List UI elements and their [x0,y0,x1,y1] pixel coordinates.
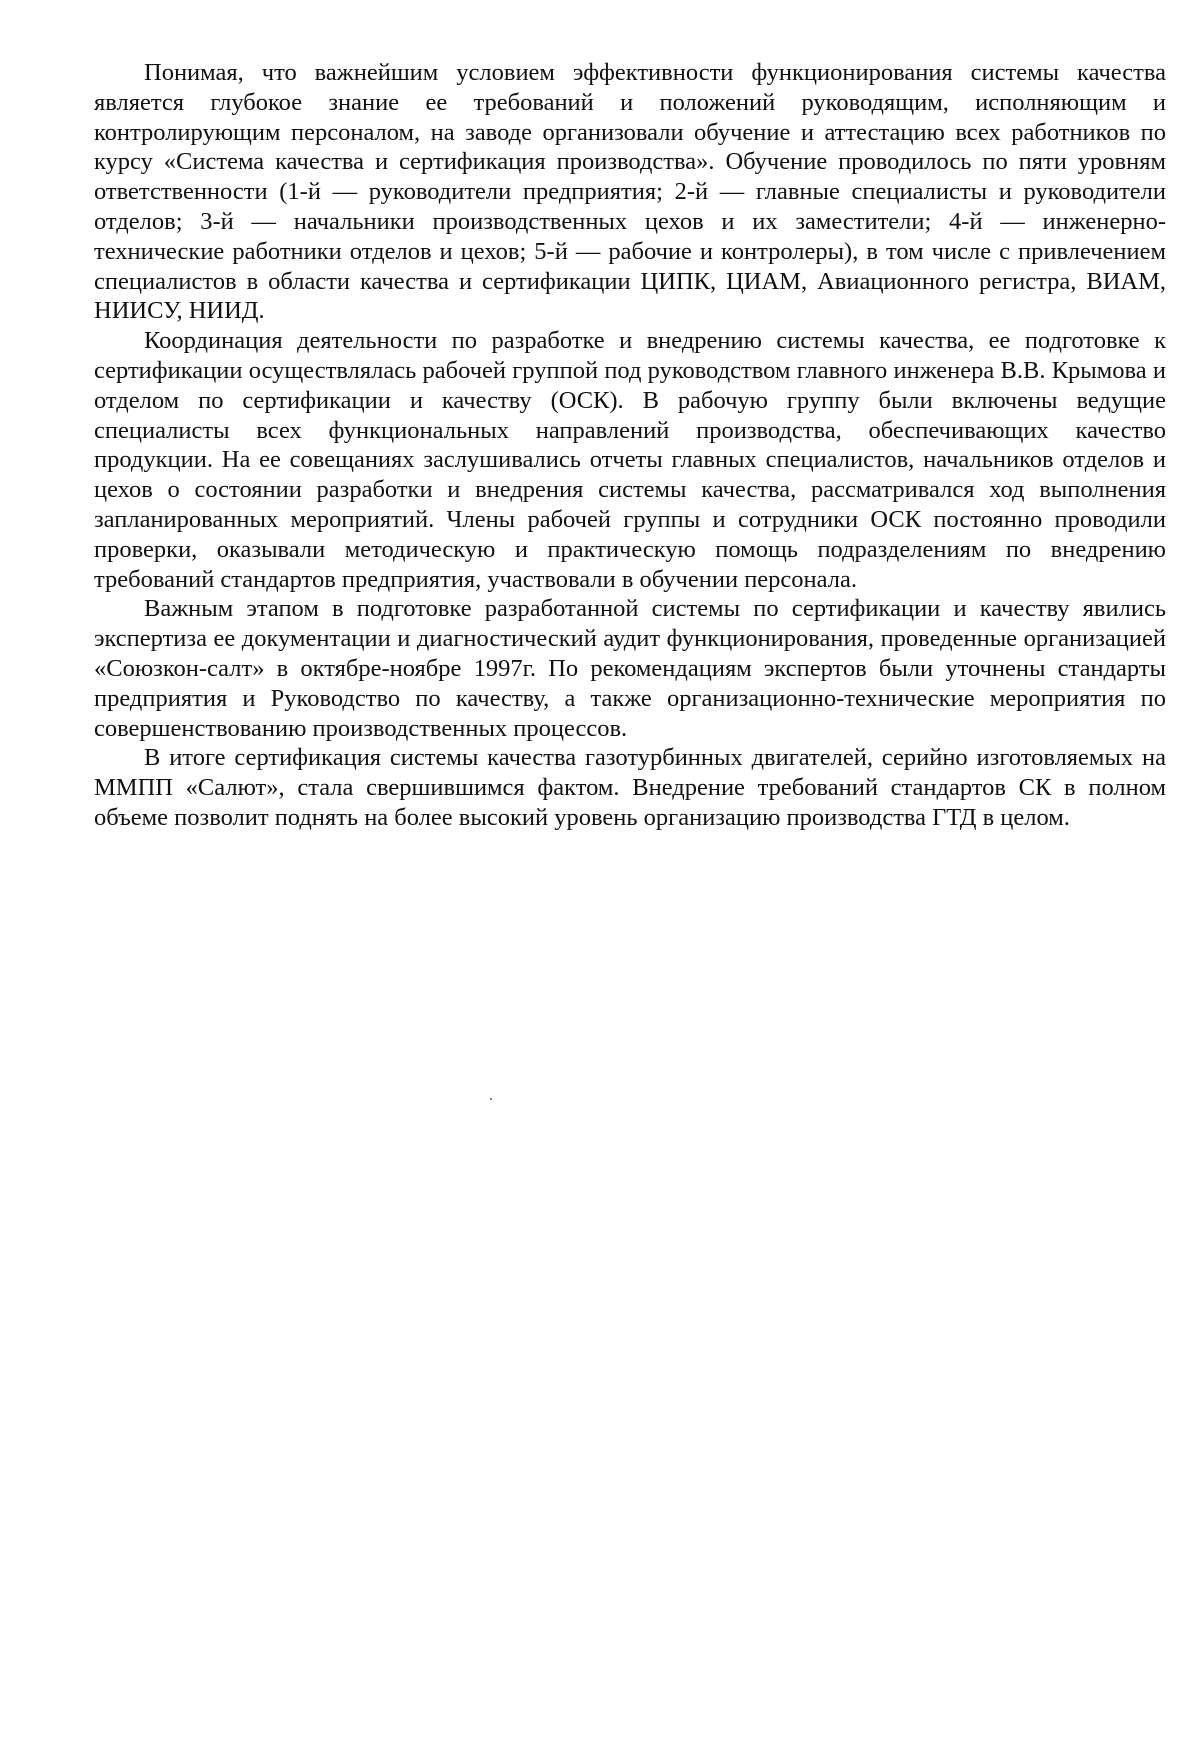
paragraph-expertise: Важным этапом в подготовке разработанной системы по сертификации и качеству явились экспертиза ее документации и диагностический аудит функционирования, проведенные организацией «Союзкон-салт» в октябре-ноябре 1997г. По рекомендациям экспертов были уточнены стандарты предприятия и Руководство по качеству, а также организационно-технические мероприятия по совершенствованию производственных процессов. [94,595,1166,742]
paragraph-coordination: Координация деятельности по разработке и внедрению системы качества, ее подготовке к сертификации осуществлялась рабочей группой под руководством главного инженера В.В. Крымова и отделом по сертификации и качеству (ОСК). В рабочую группу были включены ведущие специалисты всех функциональных направлений производства, обеспечивающих качество продукции. На ее совещаниях заслушивались отчеты главных специалистов, начальников отделов и цехов о состоянии разработки и внедрения системы качества, рассматривался ход выполнения запланированных мероприятий. Члены рабочей группы и сотрудники ОСК постоянно проводили проверки, оказывали методическую и практическую помощь подразделениям по внедрению требований стандартов предприятия, участвовали в обучении персонала. [94,327,1166,593]
document-body [94,58,1166,833]
paragraph-training: Понимая, что важнейшим условием эффективности функционирования системы качества является глубокое знание ее требований и положений руководящим, исполняющим и контролирующим персоналом, на заводе организовали обучение и аттестацию всех работников по курсу «Система качества и сертификация производства». Обучение проводилось по пяти уровням ответственности (1-й — руководители предприятия; 2-й — главные специалисты и руководители отделов; 3-й — начальники производственных цехов и их заместители; 4-й — инженерно-технические работники отделов и цехов; 5-й — рабочие и контролеры), в том числе с привлечением специалистов в области качества и сертификации ЦИПК, ЦИАМ, Авиационного регистра, ВИАМ, НИИСУ, НИИД. [94,59,1166,325]
paragraph-conclusion: В итоге сертификация системы качества газотурбинных двигателей, серийно изготовляемых на ММПП «Салют», стала свершившимся фактом. Внедрение требований стандартов СК в полном объеме позволит поднять на более высокий уровень организацию производства ГТД в целом. [94,744,1166,831]
scan-speck [490,1098,492,1100]
